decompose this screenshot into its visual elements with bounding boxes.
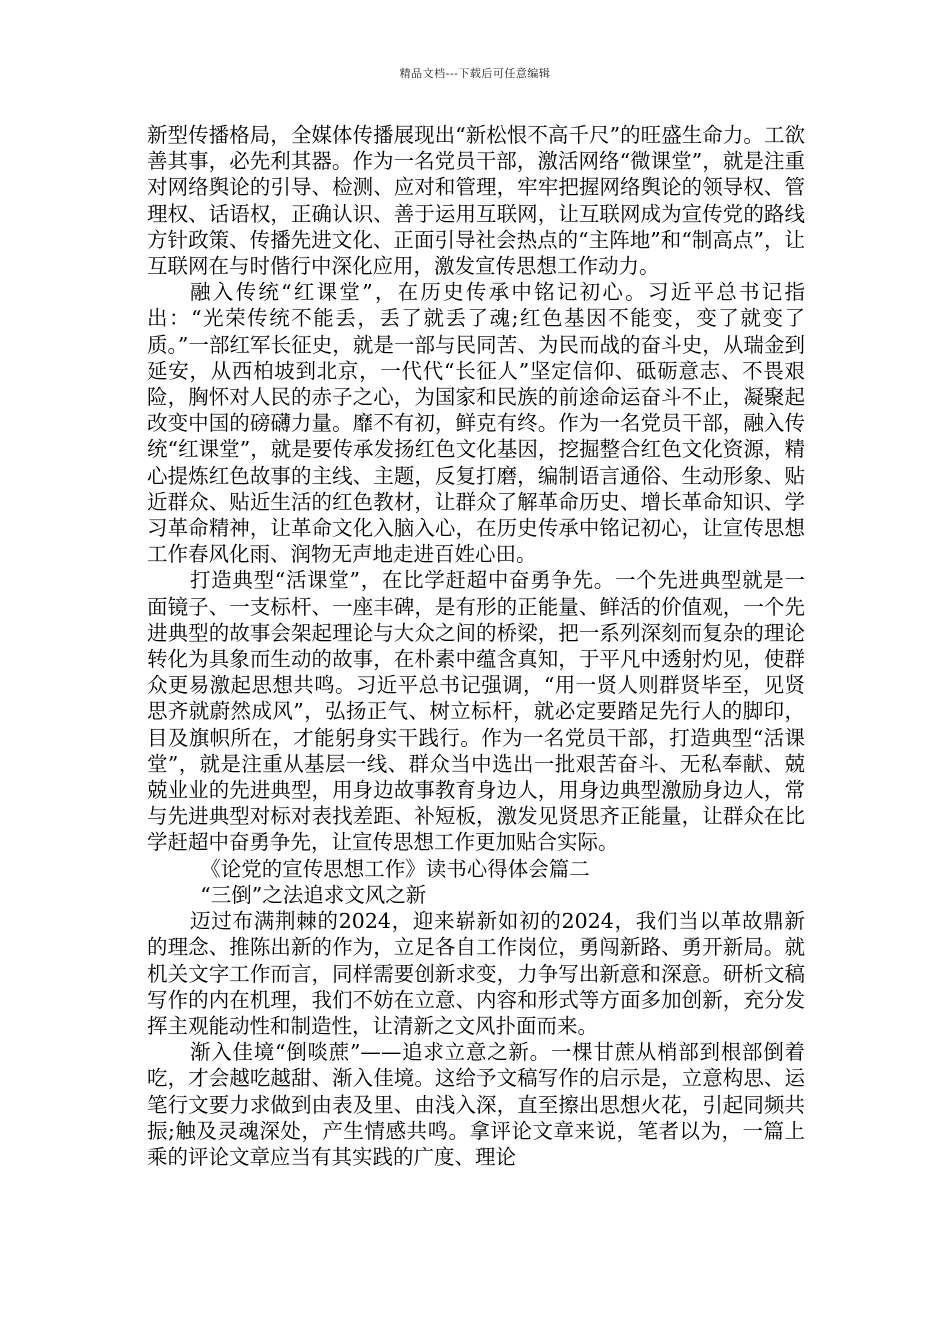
section-subtitle: “三倒”之法追求文风之新 xyxy=(200,882,427,907)
paragraph-model-classroom: 打造典型“活课堂”，在比学赶超中奋勇争先。一个先进典型就是一面镜子、一支标杆、一座丰碑，是有形的正能量、鲜活的价值观，一个先进典型的故事会架起理论与大众之间的桥梁，把一系列深刻而复杂的理论转化为具象而生动的故事，在朴素中蕴含真知，于平凡中透射灼见，使群众更易激起思想共鸣。习近平总书记强调，“用一贤人则群贤毕至，见贤思齐就蔚然成风”，弘扬正气、树立标杆，就必定要踏足先行人的脚印，目及旗帜所在，才能躬身实干践行。作为一名党员干部，打造典型“活课堂”，就是注重从基层一线、群众当中选出一批艰苦奋斗、无私奉献、兢兢业业的先进典型，用身边故事教育身边人，用身边典型激励身边人，常与先进典型对标对表找差距、补短板，激发见贤思齐正能量，让群众在比学赶超中奋勇争先，让宣传思想工作更加贴合实际。 xyxy=(147,568,805,855)
document-body xyxy=(147,122,805,1170)
page-header: 精品文档---下载后可任意编辑 xyxy=(399,67,551,80)
paragraph-new-year-intro: 迈过布满荆棘的2024，迎来崭新如初的2024，我们当以革故鼎新的理念、推陈出新的作为，立足各自工作岗位，勇闯新路、勇开新局。就机关文字工作而言，同样需要创新求变，力争写出新意和深意。研析文稿写作的内在机理，我们不妨在立意、内容和形式等方面多加创新，充分发挥主观能动性和制造性，让清新之文风扑面而来。 xyxy=(147,909,805,1038)
paragraph-red-classroom: 融入传统“红课堂”，在历史传承中铭记初心。习近平总书记指出：“光荣传统不能丢，丢了就丢了魂;红色基因不能变，变了就变了质。”一部红军长征史，就是一部与民同苦、为民而战的奋斗史，从瑞金到延安，从西柏坡到北京，一代代“长征人”坚定信仰、砥砺意志、不畏艰险，胸怀对人民的赤子之心，为国家和民族的前途命运奋斗不止，凝聚起改变中国的磅礴力量。靡不有初，鲜克有终。作为一名党员干部，融入传统“红课堂”，就是要传承发扬红色文化基因，挖掘整合红色文化资源，精心提炼红色故事的主线、主题，反复打磨，编制语言通俗、生动形象、贴近群众、贴近生活的红色教材，让群众了解革命历史、增长革命知识、学习革命精神，让革命文化入脑入心，在历史传承中铭记初心，让宣传思想工作春风化雨、润物无声地走进百姓心田。 xyxy=(147,280,805,567)
section-title: 《论党的宣传思想工作》读书心得体会篇二 xyxy=(200,856,590,881)
paragraph-network-classroom: 新型传播格局，全媒体传播展现出“新松恨不高千尺”的旺盛生命力。工欲善其事，必先利其器。作为一名党员干部，激活网络“微课堂”，就是注重对网络舆论的引导、检测、应对和管理，牢牢把握网络舆论的领导权、管理权、话语权，正确认识、善于运用互联网，让互联网成为宣传党的路线方针政策、传播先进文化、正面引导社会热点的“主阵地”和“制高点”，让互联网在与时偕行中深化应用，激发宣传思想工作动力。 xyxy=(147,123,805,279)
paragraph-sugarcane: 渐入佳境“倒啖蔗”——追求立意之新。一棵甘蔗从梢部到根部倒着吃，才会越吃越甜、渐入佳境。这给予文稿写作的启示是，立意构思、运笔行文要力求做到由表及里、由浅入深，直至擦出思想火花，引起同频共振;触及灵魂深处，产生情感共鸣。拿评论文章来说，笔者以为，一篇上乘的评论文章应当有其实践的广度、理论 xyxy=(147,1040,805,1169)
